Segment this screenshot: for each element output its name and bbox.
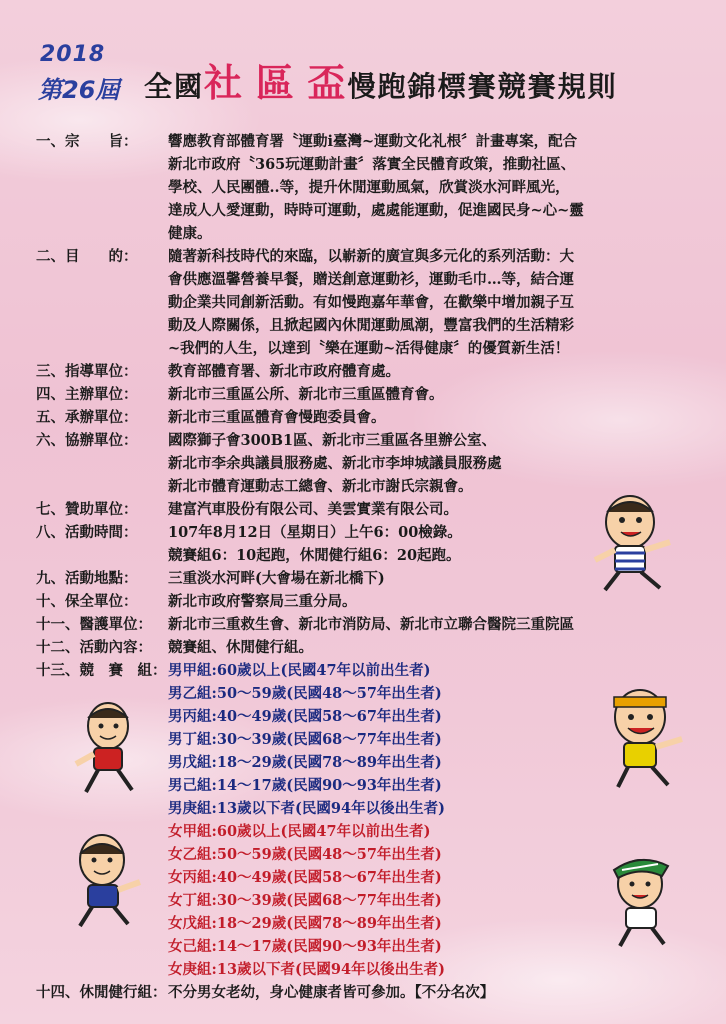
male-group-7-label: [36, 797, 168, 820]
section-1-line-2-row: [36, 153, 716, 176]
runner-figure-left-bottom-icon: [62, 830, 147, 930]
section-1-line-4-row: [36, 199, 716, 222]
section-2-line-1-label: 二、目 的：: [36, 248, 138, 265]
section-2-line-3-text: 動企業共同創新活動。有如慢跑嘉年華會，在歡樂中增加親子互: [168, 294, 574, 311]
section-1-line-4-text: 達成人人愛運動，時時可運動，處處能運動，促進國民身~心~靈: [168, 202, 584, 219]
section-2-line-5-text: ~我們的人生，以達到〝樂在運動~活得健康〞的優質新生活！: [168, 340, 570, 357]
section-2-line-5-row: [36, 337, 716, 360]
section-3-line-1-label: 三、指導單位：: [36, 363, 138, 380]
section-6-line-1-row: [36, 429, 716, 452]
section-7-line-1-text: 建富汽車股份有限公司、美雲實業有限公司。: [168, 501, 458, 518]
male-group-1-label: 十三、競 賽 組：: [36, 662, 167, 679]
section-6-line-1-label: 六、協辦單位：: [36, 432, 138, 449]
section-2-line-1-text: 隨著新科技時代的來臨，以嶄新的廣宣與多元化的系列活動：大: [168, 248, 574, 265]
section-1-line-3-row: [36, 176, 716, 199]
section-8-line-1-label: 八、活動時間：: [36, 524, 138, 541]
section-5-line-1-text: 新北市三重區體育會慢跑委員會。: [168, 409, 386, 426]
page-title: [144, 52, 618, 107]
runner-figure-cap-icon: [598, 848, 683, 948]
section-2-line-2-label: [36, 268, 168, 291]
section-11-line-1-text: 新北市三重救生會、新北市消防局、新北市立聯合醫院三重院區: [168, 616, 574, 633]
section-1-line-3-text: 學校、人民團體..等，提升休閒運動風氣，欣賞淡水河畔風光，: [168, 179, 570, 196]
section-1-line-4-label: [36, 199, 168, 222]
section-1-line-1-label: 一、宗 旨：: [36, 133, 138, 150]
female-group-6-text: 女己組:14～17歲(民國90～93年出生者): [168, 938, 442, 955]
section-1-line-1-text: 響應教育部體育署〝運動i臺灣~運動文化礼根〞計畫專案，配合: [168, 133, 578, 150]
runner-figure-left-top-icon: [70, 698, 150, 798]
section-2-line-1-row: [36, 245, 716, 268]
male-group-5-text: 男戊組:18～29歲(民國78～89年出生者): [168, 754, 442, 771]
section-6-line-2-text: 新北市李余典議員服務處、新北市李坤城議員服務處: [168, 455, 502, 472]
section-12-line-1-label: 十二、活動內容：: [36, 639, 152, 656]
section-2-line-2-row: [36, 268, 716, 291]
leisure-walk-label: 十四、休閒健行組：: [36, 984, 167, 1001]
male-group-2-text: 男乙組:50～59歲(民國48～57年出生者): [168, 685, 442, 702]
female-group-2-text: 女乙組:50～59歲(民國48～57年出生者): [168, 846, 442, 863]
section-3-line-1-text: 教育部體育署、新北市政府體育處。: [168, 363, 400, 380]
section-4-line-1-row: [36, 383, 716, 406]
section-7-line-1-label: 七、贊助單位：: [36, 501, 138, 518]
section-2-line-3-label: [36, 291, 168, 314]
section-2-line-3-row: [36, 291, 716, 314]
section-2-line-4-text: 動及人際關係，且掀起國內休閒運動風潮，豐富我們的生活精彩: [168, 317, 574, 334]
male-group-4-text: 男丁組:30～39歲(民國68～77年出生者): [168, 731, 442, 748]
female-group-7-text: 女庚組:13歲以下者(民國94年以後出生者): [168, 961, 445, 978]
title-prefix: 全國: [144, 70, 205, 103]
title-big-2: 區: [255, 61, 296, 105]
page-header: [36, 40, 716, 110]
male-group-1-row: [36, 659, 716, 682]
section-1-line-3-label: [36, 176, 168, 199]
section-1-line-2-text: 新北市政府〝365玩運動計畫〞落實全民體育政策，推動社區、: [168, 156, 576, 173]
section-8-line-2-text: 競賽組6：10起跑，休閒健行組6：20起跑。: [168, 547, 461, 564]
section-11-line-1-label: 十一、醫護單位：: [36, 616, 152, 633]
female-group-5-text: 女戊組:18～29歲(民國78～89年出生者): [168, 915, 442, 932]
female-group-4-text: 女丁組:30～39歲(民國68～77年出生者): [168, 892, 442, 909]
section-8-line-2-label: [36, 544, 168, 567]
female-group-3-text: 女丙組:40～49歲(民國58～67年出生者): [168, 869, 442, 886]
female-group-1-text: 女甲組:60歲以上(民國47年以前出生者): [168, 823, 431, 840]
male-group-6-text: 男己組:14～17歲(民國90～93年出生者): [168, 777, 442, 794]
section-9-line-1-label: 九、活動地點：: [36, 570, 138, 587]
section-4-line-1-text: 新北市三重區公所、新北市三重區體育會。: [168, 386, 444, 403]
male-group-3-text: 男丙組:40～49歲(民國58～67年出生者): [168, 708, 442, 725]
runner-figure-headband-icon: [598, 683, 688, 793]
section-6-line-3-text: 新北市體育運動志工總會、新北市謝氏宗親會。: [168, 478, 473, 495]
section-11-line-1-row: [36, 613, 716, 636]
section-10-line-1-label: 十、保全單位：: [36, 593, 138, 610]
section-5-line-1-label: 五、承辦單位：: [36, 409, 138, 426]
event-edition: 第26屆: [38, 76, 120, 104]
section-1-line-5-label: [36, 222, 168, 245]
female-group-6-label: [36, 935, 168, 958]
section-2-line-2-text: 會供應溫馨營養早餐，贈送創意運動衫，運動毛巾…等，結合運: [168, 271, 574, 288]
section-12-line-1-text: 競賽組、休閒健行組。: [168, 639, 313, 656]
leisure-walk-text: 不分男女老幼，身心健康者皆可參加。【不分名次】: [168, 984, 495, 1001]
section-2-line-5-label: [36, 337, 168, 360]
runner-figure-striped-icon: [585, 490, 680, 595]
male-group-1-text: 男甲組:60歲以上(民國47年以前出生者): [168, 662, 431, 679]
title-big-3: 盃: [307, 61, 348, 105]
section-6-line-1-text: 國際獅子會300B1區、新北市三重區各里辦公室、: [168, 432, 497, 449]
section-6-line-2-label: [36, 452, 168, 475]
section-3-line-1-row: [36, 360, 716, 383]
section-5-line-1-row: [36, 406, 716, 429]
title-big-1: 社: [204, 61, 245, 105]
section-2-line-4-row: [36, 314, 716, 337]
event-year: 2018: [40, 42, 106, 67]
section-2-line-4-label: [36, 314, 168, 337]
female-group-7-label: [36, 958, 168, 981]
section-8-line-1-text: 107年8月12日（星期日）上午6：00檢錄。: [168, 524, 462, 541]
male-group-7-text: 男庚組:13歲以下者(民國94年以後出生者): [168, 800, 445, 817]
section-4-line-1-label: 四、主辦單位：: [36, 386, 138, 403]
section-9-line-1-text: 三重淡水河畔(大會場在新北橋下): [168, 570, 385, 587]
section-6-line-3-label: [36, 475, 168, 498]
section-1-line-5-row: [36, 222, 716, 245]
section-1-line-2-label: [36, 153, 168, 176]
male-group-7-row: [36, 797, 716, 820]
female-group-7-row: [36, 958, 716, 981]
section-10-line-1-text: 新北市政府警察局三重分局。: [168, 593, 357, 610]
section-12-line-1-row: [36, 636, 716, 659]
section-1-line-1-row: [36, 130, 716, 153]
section-1-line-5-text: 健康。: [168, 225, 212, 242]
leisure-walk-row: [36, 981, 716, 1004]
section-6-line-2-row: [36, 452, 716, 475]
title-suffix: 慢跑錦標賽競賽規則: [347, 70, 618, 103]
